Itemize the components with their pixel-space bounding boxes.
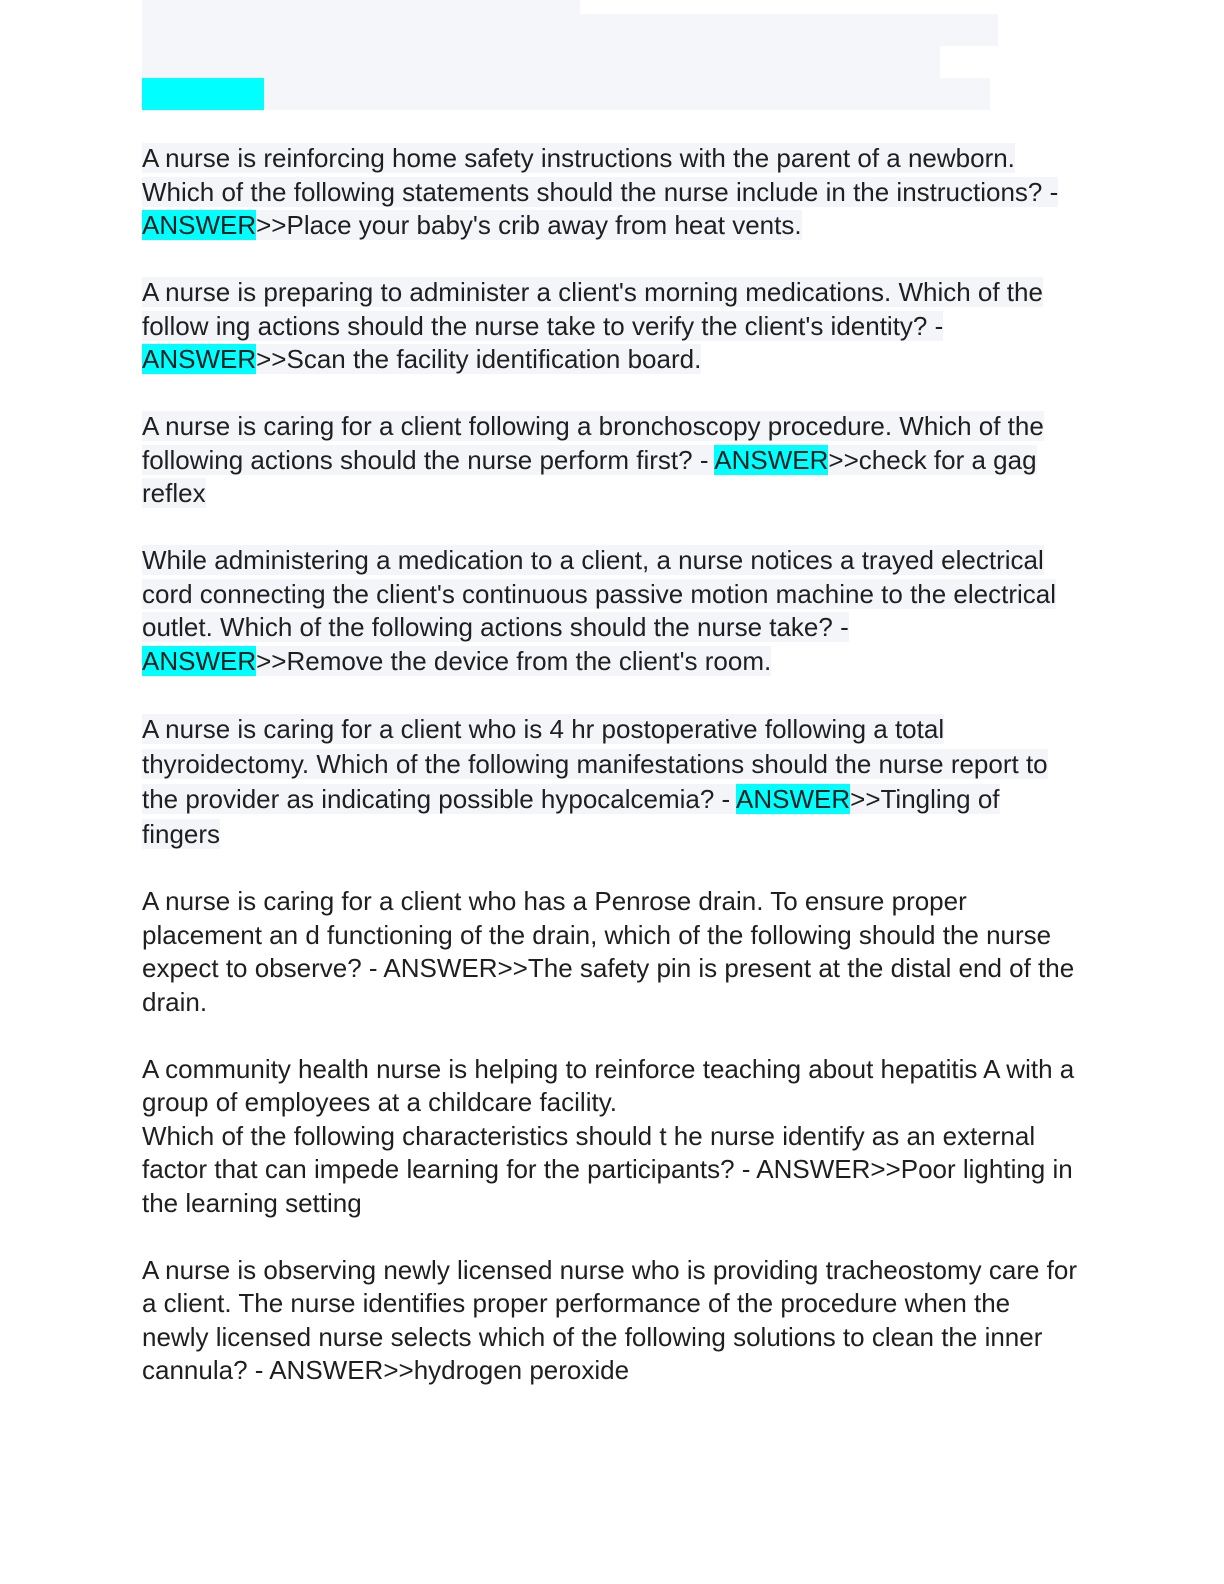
answer-text: >>Tingling of fingers [142, 783, 1000, 849]
redacted-header-block [142, 0, 580, 14]
redacted-highlight-block [142, 78, 264, 110]
qa-item-6 [142, 885, 1082, 1019]
qa-item-2 [142, 276, 1082, 377]
question-text: A nurse is observing newly licensed nurse who is providing tracheostomy care for a client. The nurse identifies proper performance of the procedure when the newly licensed nurse selects which of the following solutions to clean the inner cannula? - ANSWER>>hydrogen peroxide [142, 1254, 1078, 1385]
question-text: A nurse is caring for a client following a bronchoscopy procedure. Which of the following actions should the nurse perform first? - [142, 411, 1044, 475]
question-text-line-1: A community health nurse is helping to reinforce teaching about hepatitis A with a group of employees at a childcare facility. [142, 1053, 1075, 1117]
answer-text: >>Remove the device from the client's room. [256, 645, 772, 676]
question-text: A nurse is preparing to administer a client's morning medications. Which of the follow ing actions should the nurse take to verify the client's identity? - [142, 277, 1043, 341]
question-text-line-2: Which of the following characteristics should t he nurse identify as an external factor that can impede learning for the participants? - ANSWER>>Poor lighting in the learning setting [142, 1120, 1073, 1218]
answer-label: ANSWER [142, 210, 257, 240]
answer-text: >>check for a gag reflex [142, 444, 1037, 508]
redacted-header-block [142, 46, 940, 78]
answer-text: >>Scan the facility identification board. [256, 344, 702, 374]
question-text: A nurse is reinforcing home safety instructions with the parent of a newborn. Which of the following statements should the nurse include in the instructions? - [142, 143, 1059, 207]
qa-item-4 [142, 544, 1082, 678]
question-text: A nurse is caring for a client who has a Penrose drain. To ensure proper placement an d functioning of the drain, which of the following should the nurse expect to observe? - ANSWER>>The safety pin is present at the distal end of the drain. [142, 886, 1075, 1017]
answer-text: >>Place your baby's crib away from heat vents. [256, 210, 802, 240]
qa-item-7 [142, 1053, 1082, 1221]
redacted-header-block [142, 14, 998, 46]
qa-item-8 [142, 1254, 1082, 1388]
question-text: A nurse is caring for a client who is 4 hr postoperative following a total thyroidectomy. Which of the following manifestations should the nurse report to the provider as indicating possible hypocalcemia? - [142, 713, 1048, 814]
qa-item-5 [142, 712, 1082, 852]
answer-label: ANSWER [142, 344, 257, 374]
qa-item-3 [142, 410, 1082, 511]
answer-label: ANSWER [142, 645, 257, 676]
qa-item-1 [142, 142, 1082, 243]
answer-label: ANSWER [714, 444, 829, 475]
question-text: While administering a medication to a client, a nurse notices a trayed electrical cord connecting the client's continuous passive motion machine to the electrical outlet. Which of the following actions should the nurse take? - [142, 545, 1057, 642]
redacted-header-block [264, 78, 990, 110]
answer-label: ANSWER [736, 783, 851, 814]
document-body [142, 142, 1082, 1421]
